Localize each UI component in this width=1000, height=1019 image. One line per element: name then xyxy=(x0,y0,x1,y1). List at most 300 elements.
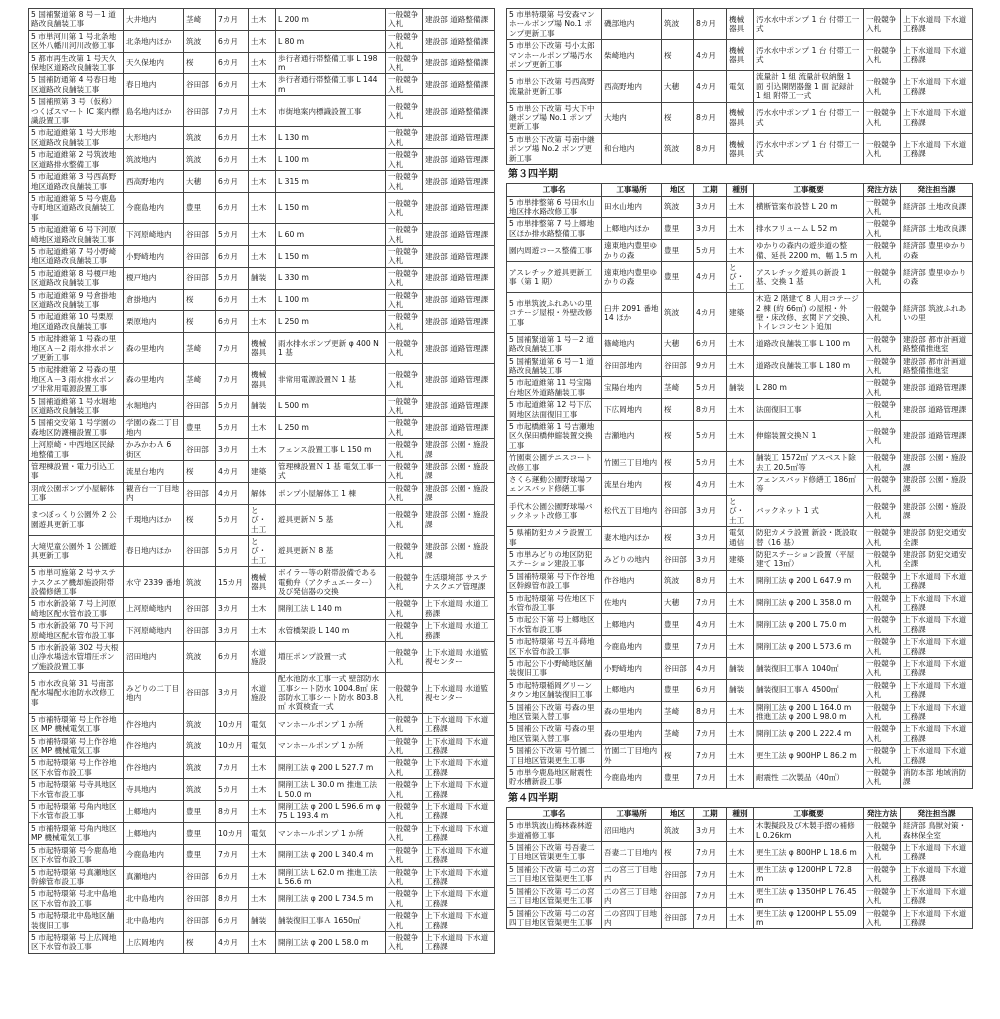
header-method: 発注方法 xyxy=(864,807,901,819)
cell-work-name: 5 市起道維第 1 号大形地区道路改良舗装工事 xyxy=(29,127,124,149)
cell-district: 筑波 xyxy=(184,30,216,52)
table-row xyxy=(29,535,495,566)
table-row xyxy=(29,735,495,757)
cell-department: 建設部 道路管理課 xyxy=(423,311,495,333)
cell-period: 6カ月 xyxy=(694,679,727,701)
cell-type: 土木 xyxy=(249,801,276,823)
table-row xyxy=(507,421,973,452)
cell-type: 土木 xyxy=(727,196,754,218)
cell-work-name: 5 国補緊道第 1 号－2 道路改良舗装工事 xyxy=(507,333,602,355)
cell-location: 上郷地内 xyxy=(602,679,662,701)
cell-summary: 開削工法 φ 200 L 358.0 m xyxy=(754,592,864,614)
cell-period: 5カ月 xyxy=(216,224,249,246)
cell-summary: 汚水水中ポンプ 1 台 付帯工一式 xyxy=(754,9,864,40)
cell-summary: 遊具更新Ｎ 5 基 xyxy=(276,504,386,535)
cell-type: 土木 xyxy=(249,311,276,333)
cell-period: 3カ月 xyxy=(694,548,727,570)
cell-method: 一般競争入札 xyxy=(864,9,901,40)
cell-method: 一般競争入札 xyxy=(864,723,901,745)
cell-method: 一般競争入札 xyxy=(864,907,901,929)
cell-department: 建設部 防犯交通安全課 xyxy=(901,527,973,549)
cell-summary: 舗装工 1572㎡ アスベスト除去工 20.5㎡等 xyxy=(754,452,864,474)
cell-period: 7カ月 xyxy=(694,863,727,885)
cell-type: 土木 xyxy=(249,289,276,311)
cell-district: 谷田部 xyxy=(184,96,216,127)
cell-period: 7カ月 xyxy=(694,636,727,658)
cell-period: 7カ月 xyxy=(694,723,727,745)
cell-location: みどりの地内 xyxy=(602,548,662,570)
header-row xyxy=(507,184,973,196)
cell-department: 建設部 都市計画道路整備推進室 xyxy=(901,355,973,377)
left-table xyxy=(28,8,495,954)
cell-period: 6カ月 xyxy=(216,866,249,888)
cell-location: 春日地内 xyxy=(124,74,184,96)
cell-department: 建設部 道路整備課 xyxy=(423,30,495,52)
header-department: 発注担当課 xyxy=(901,184,973,196)
cell-method: 一般競争入札 xyxy=(386,9,423,31)
table-row xyxy=(29,482,495,504)
cell-method: 一般競争入札 xyxy=(864,592,901,614)
cell-period: 5カ月 xyxy=(694,240,727,262)
cell-department: 建設部 道路管理課 xyxy=(901,377,973,399)
cell-work-name: 5 国補公下改第 号吾妻二丁目地区管渠更生工事 xyxy=(507,842,602,864)
cell-summary: 排水フリューム L 52 m xyxy=(754,218,864,240)
cell-district: 筑波 xyxy=(184,713,216,735)
cell-department: 建設部 道路管理課 xyxy=(901,421,973,452)
cell-period: 6カ月 xyxy=(216,127,249,149)
cell-method: 一般競争入札 xyxy=(386,931,423,953)
cell-period: 7カ月 xyxy=(216,9,249,31)
cell-type: 土木 xyxy=(727,240,754,262)
cell-district: 茎崎 xyxy=(662,723,694,745)
cell-department: 上下水道局 水道工務課 xyxy=(423,620,495,642)
table-row xyxy=(507,133,973,164)
cell-period: 8カ月 xyxy=(216,801,249,823)
table-row xyxy=(507,657,973,679)
table-row xyxy=(29,245,495,267)
cell-method: 一般競争入札 xyxy=(386,417,423,439)
cell-location: 宝陽台地内 xyxy=(602,377,662,399)
cell-type: 建築 xyxy=(727,548,754,570)
cell-district: 谷田部 xyxy=(184,910,216,932)
cell-department: 建設部 公園・施設課 xyxy=(423,482,495,504)
cell-district: 谷田部 xyxy=(184,245,216,267)
header-work-name: 工事名 xyxy=(507,807,602,819)
cell-location: 遠東地内豊里ゆかりの森 xyxy=(602,261,662,292)
cell-work-name: 5 市単排整第 7 号上郷地区ほか排水路整備工事 xyxy=(507,218,602,240)
table-row xyxy=(29,866,495,888)
cell-department: 建設部 公園・施設課 xyxy=(423,535,495,566)
cell-location: 観音台一丁目地内 xyxy=(124,482,184,504)
cell-method: 一般競争入札 xyxy=(864,570,901,592)
cell-work-name: 5 市水新設第 7 号上河原崎地区配水管布設工事 xyxy=(29,598,124,620)
cell-district: 桜 xyxy=(662,745,694,767)
cell-department: 建設部 道路管理課 xyxy=(423,267,495,289)
cell-work-name: 上河原崎・中西地区民緑地整備工事 xyxy=(29,439,124,461)
cell-district: 筑波 xyxy=(662,570,694,592)
table-row xyxy=(29,641,495,672)
cell-type: 機械器具 xyxy=(727,102,754,133)
cell-location: 学園の森二丁目地内 xyxy=(124,417,184,439)
cell-type: 土木 xyxy=(249,417,276,439)
cell-period: 5カ月 xyxy=(694,452,727,474)
cell-period: 8カ月 xyxy=(216,888,249,910)
cell-period: 3カ月 xyxy=(694,527,727,549)
cell-period: 6カ月 xyxy=(216,52,249,74)
cell-district: 大穂 xyxy=(184,171,216,193)
table-row xyxy=(507,842,973,864)
cell-type: 土木 xyxy=(249,620,276,642)
cell-period: 5カ月 xyxy=(216,417,249,439)
cell-department: 建設部 都市計画道路整備推進室 xyxy=(901,333,973,355)
cell-method: 一般競争入札 xyxy=(386,461,423,483)
cell-work-name: 5 市起道維第 12 号下広岡地区法面復旧工事 xyxy=(507,399,602,421)
cell-location: 天久保地内 xyxy=(124,52,184,74)
table-row xyxy=(507,240,973,262)
cell-period: 7カ月 xyxy=(694,842,727,864)
cell-district: 谷田部 xyxy=(184,620,216,642)
q3-heading: 第３四半期 xyxy=(508,169,558,181)
cell-method: 一般競争入札 xyxy=(864,885,901,907)
cell-method: 一般競争入札 xyxy=(864,745,901,767)
cell-period: 3カ月 xyxy=(694,820,727,842)
cell-location: 今鹿島地内 xyxy=(602,636,662,658)
cell-work-name: 竹園東公園テニスコート改修工事 xyxy=(507,452,602,474)
cell-location: 島名地内ほか xyxy=(124,96,184,127)
cell-type: 土木 xyxy=(249,888,276,910)
cell-work-name: 5 市起道維第 11 号宝陽台地区外道路舗装工事 xyxy=(507,377,602,399)
cell-method: 一般競争入札 xyxy=(386,333,423,364)
cell-period: 4カ月 xyxy=(216,482,249,504)
cell-department: 上下水道局 下水道工務課 xyxy=(901,701,973,723)
cell-summary: 道路改良舗装工事 L 180 m xyxy=(754,355,864,377)
cell-work-name: 5 市起特環稲岡グリーンタウン地区舗装復旧工事 xyxy=(507,679,602,701)
table-row xyxy=(507,614,973,636)
cell-type: 土木 xyxy=(249,30,276,52)
cell-district: 桜 xyxy=(184,504,216,535)
cell-work-name: 5 市起特環第 号寺具地区下水管布設工事 xyxy=(29,779,124,801)
cell-method: 一般競争入札 xyxy=(864,333,901,355)
cell-type: 水道施設 xyxy=(249,641,276,672)
table-row xyxy=(29,267,495,289)
cell-district: 谷田部 xyxy=(662,495,694,526)
table-row xyxy=(29,417,495,439)
cell-department: 建設部 道路整備課 xyxy=(423,96,495,127)
cell-type: 建築 xyxy=(727,293,754,334)
table-row xyxy=(29,9,495,31)
cell-method: 一般競争入札 xyxy=(386,311,423,333)
header-period: 工期 xyxy=(694,184,727,196)
cell-work-name: 5 市起排維第 1 号森の里地区Ａ－2 雨水排水ポンプ更新工事 xyxy=(29,333,124,364)
cell-summary: 開削工法 L 62.0 m 推進工法 L 56.6 m xyxy=(276,866,386,888)
cell-method: 一般競争入札 xyxy=(386,171,423,193)
cell-type: 土木 xyxy=(727,767,754,789)
cell-type: 電気 xyxy=(727,71,754,102)
cell-summary: 伸縮装置交換Ｎ 1 xyxy=(754,421,864,452)
cell-district: 筑波 xyxy=(184,757,216,779)
header-location: 工事場所 xyxy=(602,807,662,819)
cell-district: 筑波 xyxy=(662,9,694,40)
cell-period: 3カ月 xyxy=(694,218,727,240)
cell-period: 10カ月 xyxy=(216,822,249,844)
cell-work-name: 5 市水新設第 70 号下河原崎地区配水管布設工事 xyxy=(29,620,124,642)
table-row xyxy=(29,910,495,932)
cell-work-name: 5 市水新設第 302 号大根山浄水場送水管増圧ポンプ施設設置工事 xyxy=(29,641,124,672)
cell-department: 上下水道局 下水道工務課 xyxy=(901,723,973,745)
cell-method: 一般競争入札 xyxy=(864,452,901,474)
table-row xyxy=(507,820,973,842)
cell-type: 建築 xyxy=(249,461,276,483)
table-row xyxy=(29,96,495,127)
cell-work-name: 5 市単みどりの地区防犯ステーション建設工事 xyxy=(507,548,602,570)
table-row xyxy=(29,673,495,714)
cell-period: 15カ月 xyxy=(216,567,249,598)
cell-method: 一般競争入札 xyxy=(386,482,423,504)
cell-method: 一般競争入札 xyxy=(864,820,901,842)
cell-type: 土木 xyxy=(727,907,754,929)
cell-summary: 開削工法 φ 200 L 527.7 m xyxy=(276,757,386,779)
header-type: 種別 xyxy=(727,184,754,196)
cell-summary: フェンスバッド修繕工 186㎡等 xyxy=(754,474,864,496)
cell-period: 7カ月 xyxy=(216,364,249,395)
table-row xyxy=(29,888,495,910)
cell-summary: 舗装復旧工事Ａ 1040㎡ xyxy=(754,657,864,679)
table-row xyxy=(507,9,973,40)
cell-district: 筑波 xyxy=(662,133,694,164)
cell-method: 一般競争入札 xyxy=(386,866,423,888)
cell-work-name: 5 市起特環第 号佐地区下水管布設工事 xyxy=(507,592,602,614)
cell-summary: 市街地案内標識設置工事 xyxy=(276,96,386,127)
cell-district: 桜 xyxy=(662,452,694,474)
cell-period: 3カ月 xyxy=(216,673,249,714)
cell-type: 土木 xyxy=(249,224,276,246)
cell-work-name: 5 国補特環第 号下作谷地区幹線管布設工事 xyxy=(507,570,602,592)
cell-method: 一般競争入札 xyxy=(864,355,901,377)
table-row xyxy=(29,171,495,193)
cell-type: 機械器具 xyxy=(727,40,754,71)
cell-summary: 開削工法 L 140 m xyxy=(276,598,386,620)
cell-summary: L 200 m xyxy=(276,9,386,31)
cell-type: 機械器具 xyxy=(249,364,276,395)
cell-district: 筑波 xyxy=(662,820,694,842)
table-row xyxy=(507,495,973,526)
cell-type: 土木 xyxy=(727,218,754,240)
cell-type: 電気通信 xyxy=(727,527,754,549)
cell-district: 桜 xyxy=(662,102,694,133)
cell-location: 作谷地内 xyxy=(124,735,184,757)
cell-summary: マンホールポンプ 1 か所 xyxy=(276,735,386,757)
cell-period: 7カ月 xyxy=(694,745,727,767)
cell-period: 7カ月 xyxy=(694,907,727,929)
cell-period: 7カ月 xyxy=(216,844,249,866)
cell-type: 土木 xyxy=(249,171,276,193)
cell-summary: 開削工法 φ 200 L 75.0 m xyxy=(754,614,864,636)
cell-summary: 開削工法 φ 200 L 164.0 m 推進工法 φ 200 L 98.0 m xyxy=(754,701,864,723)
cell-type: 土木 xyxy=(727,863,754,885)
cell-work-name: 5 国補公下改第 号二の宮四丁目地区管渠更生工事 xyxy=(507,907,602,929)
cell-department: 建設部 道路管理課 xyxy=(423,395,495,417)
cell-type: 電気 xyxy=(249,713,276,735)
cell-district: 豊里 xyxy=(184,417,216,439)
cell-district: 筑波 xyxy=(662,293,694,334)
cell-district: 谷田部 xyxy=(184,482,216,504)
cell-period: 7カ月 xyxy=(694,885,727,907)
cell-summary: L 100 m xyxy=(276,149,386,171)
cell-type: 土木 xyxy=(727,474,754,496)
cell-district: 桜 xyxy=(662,842,694,864)
header-department: 発注担当課 xyxy=(901,807,973,819)
cell-district: 豊里 xyxy=(662,636,694,658)
cell-work-name: 5 市水改良第 31 号南部配水場配水池防水改修工事 xyxy=(29,673,124,714)
cell-period: 6カ月 xyxy=(216,149,249,171)
q4-heading: 第４四半期 xyxy=(508,792,558,804)
cell-district: 豊里 xyxy=(184,822,216,844)
cell-district: 豊里 xyxy=(184,801,216,823)
cell-department: 上下水道局 下水道工務課 xyxy=(901,570,973,592)
cell-department: 建設部 道路管理課 xyxy=(423,149,495,171)
table-row xyxy=(29,30,495,52)
cell-location: 西高野地内 xyxy=(124,171,184,193)
cell-method: 一般競争入札 xyxy=(386,735,423,757)
q3-table xyxy=(506,183,973,789)
cell-location: 吉瀬地内 xyxy=(602,421,662,452)
cell-department: 上下水道局 下水道工務課 xyxy=(901,614,973,636)
cell-work-name: 5 市起排維第 2 号森の里地区Ａ－3 雨水排水ポンプ非常用電源設置工事 xyxy=(29,364,124,395)
cell-summary: マンホールポンプ 1 か所 xyxy=(276,713,386,735)
cell-location: 柴崎地内 xyxy=(602,40,662,71)
table-row xyxy=(507,863,973,885)
cell-department: 上下水道局 下水道工務課 xyxy=(423,822,495,844)
header-district: 地区 xyxy=(662,184,694,196)
cell-type: 土木 xyxy=(727,421,754,452)
cell-method: 一般競争入札 xyxy=(864,527,901,549)
cell-location: 妻木地内ほか xyxy=(602,527,662,549)
cell-department: 建設部 公園・施設課 xyxy=(423,461,495,483)
table-row xyxy=(507,71,973,102)
cell-district: 谷田部 xyxy=(184,866,216,888)
cell-work-name: 5 国補照第 3 号（仮称）つくばスマート IC 案内標識設置工事 xyxy=(29,96,124,127)
cell-period: 3カ月 xyxy=(216,439,249,461)
header-district: 地区 xyxy=(662,807,694,819)
cell-district: 桜 xyxy=(184,52,216,74)
cell-type: 土木 xyxy=(727,636,754,658)
cell-period: 4カ月 xyxy=(694,657,727,679)
cell-method: 一般競争入札 xyxy=(386,395,423,417)
cell-period: 8カ月 xyxy=(694,9,727,40)
cell-location: 作谷地内 xyxy=(124,713,184,735)
cell-summary: 更生工法 φ 800HP L 18.6 m xyxy=(754,842,864,864)
cell-summary: 雨水排水ポンプ更新 φ 400 N 1 基 xyxy=(276,333,386,364)
cell-district: 谷田部 xyxy=(662,657,694,679)
cell-period: 7カ月 xyxy=(694,592,727,614)
cell-work-name: 5 市単公下改第 号南中継ポンプ場 No.2 ポンプ更新工事 xyxy=(507,133,602,164)
cell-period: 9カ月 xyxy=(694,355,727,377)
cell-method: 一般競争入札 xyxy=(864,657,901,679)
cell-period: 5カ月 xyxy=(216,779,249,801)
q4-table xyxy=(506,807,973,929)
cell-summary: 遊具更新Ｎ 8 基 xyxy=(276,535,386,566)
cell-work-name: 5 国補公下改第 号二の宮三丁目地区管渠更生工事 xyxy=(507,863,602,885)
cell-department: 経済部 土地改良課 xyxy=(901,196,973,218)
cell-location: 水堀地内 xyxy=(124,395,184,417)
cell-period: 6カ月 xyxy=(216,641,249,672)
cell-type: 機械器具 xyxy=(249,567,276,598)
cell-location: 榎戸地内 xyxy=(124,267,184,289)
cell-type: 土木 xyxy=(249,9,276,31)
cell-period: 5カ月 xyxy=(216,535,249,566)
cell-district: 豊里 xyxy=(184,844,216,866)
cell-location: 臼井 2091 番地 14 ほか xyxy=(602,293,662,334)
cell-location: 小野崎地内 xyxy=(602,657,662,679)
cell-location: 北中島地内 xyxy=(124,888,184,910)
cell-location: 田水山地内 xyxy=(602,196,662,218)
cell-type: 土木 xyxy=(727,723,754,745)
cell-work-name: 5 国補交安第 1 号学園の森地区防護柵設置工事 xyxy=(29,417,124,439)
cell-work-name: 5 市起公下小野崎地区舗装復旧工事 xyxy=(507,657,602,679)
table-row xyxy=(29,801,495,823)
cell-method: 一般競争入札 xyxy=(864,701,901,723)
cell-summary: L 280 m xyxy=(754,377,864,399)
cell-method: 一般競争入札 xyxy=(386,52,423,74)
cell-period: 7カ月 xyxy=(216,333,249,364)
cell-method: 一般競争入札 xyxy=(386,888,423,910)
cell-period: 8カ月 xyxy=(694,102,727,133)
cell-location: 遠東地内豊里ゆかりの森 xyxy=(602,240,662,262)
cell-type: 水道施設 xyxy=(249,673,276,714)
cell-method: 一般競争入札 xyxy=(864,495,901,526)
table-row xyxy=(507,333,973,355)
cell-type: 土木 xyxy=(727,820,754,842)
cell-department: 建設部 道路管理課 xyxy=(423,192,495,223)
cell-summary: L 80 m xyxy=(276,30,386,52)
cell-district: 豊里 xyxy=(662,614,694,636)
cell-department: 上下水道局 水道監視センター xyxy=(423,673,495,714)
cell-method: 一般競争入札 xyxy=(864,218,901,240)
table-row xyxy=(29,333,495,364)
cell-department: 建設部 道路管理課 xyxy=(423,289,495,311)
cell-work-name: 5 国補緊道第 8 号－1 道路改良舗装工事 xyxy=(29,9,124,31)
cell-summary: 開削工法 L 30.0 m 推進工法 L 50.0 m xyxy=(276,779,386,801)
cell-department: 上下水道局 下水道工務課 xyxy=(423,931,495,953)
cell-summary: 水管橋架設 L 140 m xyxy=(276,620,386,642)
cell-type: 土木 xyxy=(727,570,754,592)
cell-location: 松代五丁目地内 xyxy=(602,495,662,526)
table-row xyxy=(507,723,973,745)
cell-summary: ゆかりの森内の遊歩道の整備、延長 2200 m、幅 1.5 m xyxy=(754,240,864,262)
cell-method: 一般競争入札 xyxy=(386,567,423,598)
cell-department: 建設部 道路管理課 xyxy=(423,171,495,193)
cell-period: 8カ月 xyxy=(694,399,727,421)
cell-period: 6カ月 xyxy=(216,910,249,932)
table-row xyxy=(507,261,973,292)
cell-period: 4カ月 xyxy=(694,474,727,496)
cell-method: 一般競争入札 xyxy=(386,822,423,844)
cell-summary: 開削工法 φ 200 L 58.0 m xyxy=(276,931,386,953)
cell-type: 土木 xyxy=(727,355,754,377)
cell-location: 流星台地内 xyxy=(602,474,662,496)
table-row xyxy=(507,679,973,701)
cell-period: 6カ月 xyxy=(694,333,727,355)
cell-method: 一般競争入札 xyxy=(864,133,901,164)
cell-district: 谷田部 xyxy=(184,395,216,417)
header-type: 種別 xyxy=(727,807,754,819)
cell-district: 豊里 xyxy=(662,767,694,789)
cell-work-name: 5 市単排整第 6 号田水山地区排水路改修工事 xyxy=(507,196,602,218)
cell-department: 上下水道局 下水道工務課 xyxy=(901,679,973,701)
cell-department: 建設部 道路管理課 xyxy=(423,224,495,246)
cell-department: 上下水道局 下水道工務課 xyxy=(901,9,973,40)
table-row xyxy=(29,439,495,461)
